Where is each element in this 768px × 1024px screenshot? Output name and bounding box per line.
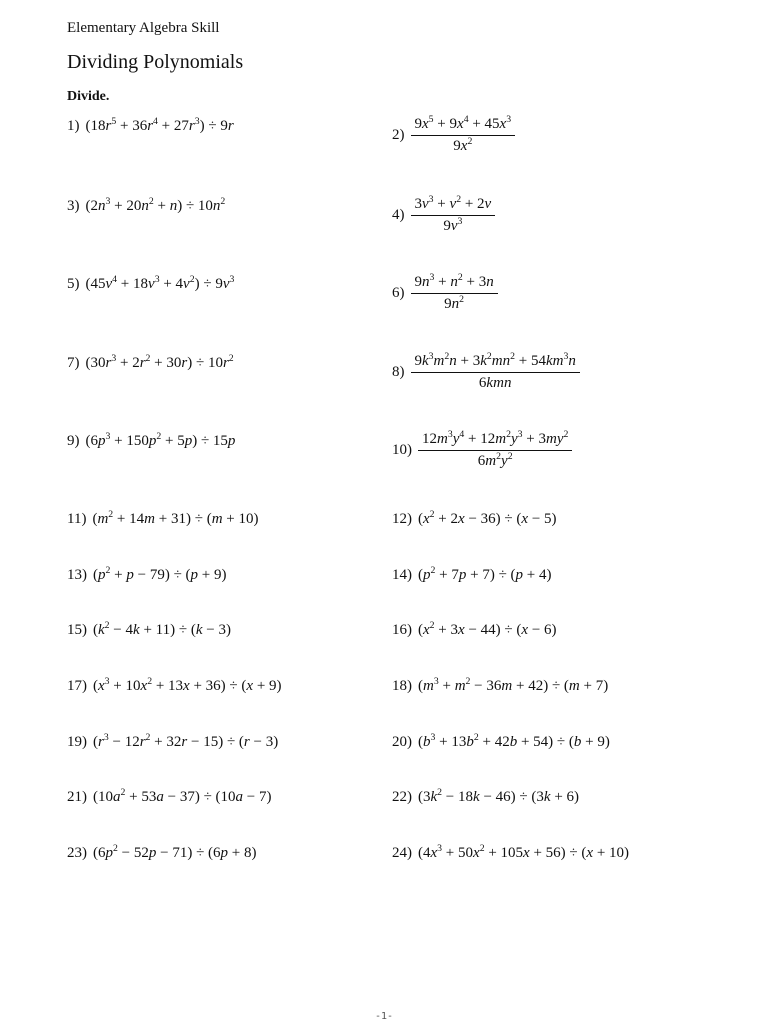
problem-number: 14) [392,567,412,583]
problem-number: 11) [67,511,87,527]
problem-12 [392,511,557,528]
division-expression: $(b^3 + 13b^2 + 42b + 54) \div (b + 9)$ [418,732,610,750]
worksheet-header: Elementary Algebra Skill [67,20,220,36]
division-expression: $(3k^2 - 18k - 46) \div (3k + 6)$ [418,787,580,805]
division-expression: $(r^3 - 12r^2 + 32r - 15) \div (r - 3)$ [93,732,279,750]
problem-number: 4) [392,207,405,223]
division-expression: $(30r^3 + 2r^2 + 30r) \div 10r^2$ [85,353,234,371]
problem-20 [392,734,610,751]
problem-number: 21) [67,789,87,805]
fraction-expression [411,196,496,235]
numerator: $9k^3m^2n + 3k^2mn^2 + 54km^3n$ [411,353,580,373]
problem-15 [67,622,231,639]
problem-number: 19) [67,734,87,750]
problem-number: 15) [67,622,87,638]
problem-number: 13) [67,567,87,583]
problem-13 [67,567,227,584]
problem-number: 18) [392,678,412,694]
fraction-expression [418,431,572,470]
problem-9 [67,433,235,450]
division-expression: $(p^2 + 7p + 7) \div (p + 4)$ [418,565,552,583]
denominator: 6kmn [478,375,512,391]
denominator: $6m^2y^2$ [477,451,513,469]
numerator: $3v^3 + v^2 + 2v$ [411,196,496,216]
division-expression: $(4x^3 + 50x^2 + 105x + 56) \div (x + 10)$ [418,843,630,861]
division-expression: $(x^2 + 3x - 44) \div (x - 6)$ [418,620,557,638]
problem-number: 5) [67,276,80,292]
problem-18 [392,678,608,695]
problem-number: 10) [392,442,412,458]
problem-2 [392,116,515,155]
problem-number: 3) [67,198,80,214]
denominator: $9v^3$ [443,216,463,234]
division-expression: $(x^3 + 10x^2 + 13x + 36) \div (x + 9)$ [93,676,282,694]
problem-1 [67,118,234,135]
division-expression: $(m^2 + 14m + 31) \div (m + 10)$ [92,509,259,527]
problem-number: 2) [392,127,405,143]
problem-19 [67,734,278,751]
problem-5 [67,276,234,293]
problem-number: 24) [392,845,412,861]
denominator: $9n^2$ [444,294,465,312]
division-expression: $(x^2 + 2x - 36) \div (x - 5)$ [418,509,557,527]
problem-24 [392,845,629,862]
problem-number: 20) [392,734,412,750]
division-expression: $(6p^2 - 52p - 71) \div (6p + 8)$ [93,843,257,861]
problem-23 [67,845,257,862]
problem-21 [67,789,272,806]
division-expression: $(6p^3 + 150p^2 + 5p) \div 15p$ [85,431,236,449]
problem-17 [67,678,282,695]
denominator: $9x^2$ [453,136,473,154]
numerator: $9n^3 + n^2 + 3n$ [411,274,498,294]
problem-number: 12) [392,511,412,527]
numerator: $12m^3y^4 + 12m^2y^3 + 3my^2$ [418,431,572,451]
problem-16 [392,622,557,639]
problem-number: 23) [67,845,87,861]
numerator: $9x^5 + 9x^4 + 45x^3$ [411,116,516,136]
fraction-expression [411,274,498,313]
division-expression: $(18r^5 + 36r^4 + 27r^3) \div 9r$ [85,116,234,134]
division-expression: $(k^2 - 4k + 11) \div (k - 3)$ [93,620,231,638]
division-expression: $(10a^2 + 53a - 37) \div (10a - 7)$ [93,787,272,805]
fraction-expression [411,116,516,155]
fraction-expression [411,353,580,392]
division-expression: $(45v^4 + 18v^3 + 4v^2) \div 9v^3$ [85,274,235,292]
problem-8 [392,353,580,392]
problem-22 [392,789,579,806]
problem-number: 17) [67,678,87,694]
problem-11 [67,511,259,528]
problem-7 [67,355,234,372]
problem-3 [67,198,225,215]
problem-14 [392,567,552,584]
problem-number: 7) [67,355,80,371]
division-expression: $(p^2 + p - 79) \div (p + 9)$ [93,565,227,583]
page-number: -1- [374,1011,394,1022]
problem-4 [392,196,495,235]
problem-number: 6) [392,285,405,301]
worksheet-title: Dividing Polynomials [67,51,244,73]
problem-number: 8) [392,364,405,380]
division-expression: $(m^3 + m^2 - 36m + 42) \div (m + 7)$ [418,676,609,694]
problem-number: 1) [67,118,80,134]
problem-6 [392,274,498,313]
problem-10 [392,431,572,470]
problem-number: 16) [392,622,412,638]
problem-number: 22) [392,789,412,805]
division-expression: $(2n^3 + 20n^2 + n) \div 10n^2$ [85,196,226,214]
instruction-text: Divide. [67,89,110,104]
problem-number: 9) [67,433,80,449]
